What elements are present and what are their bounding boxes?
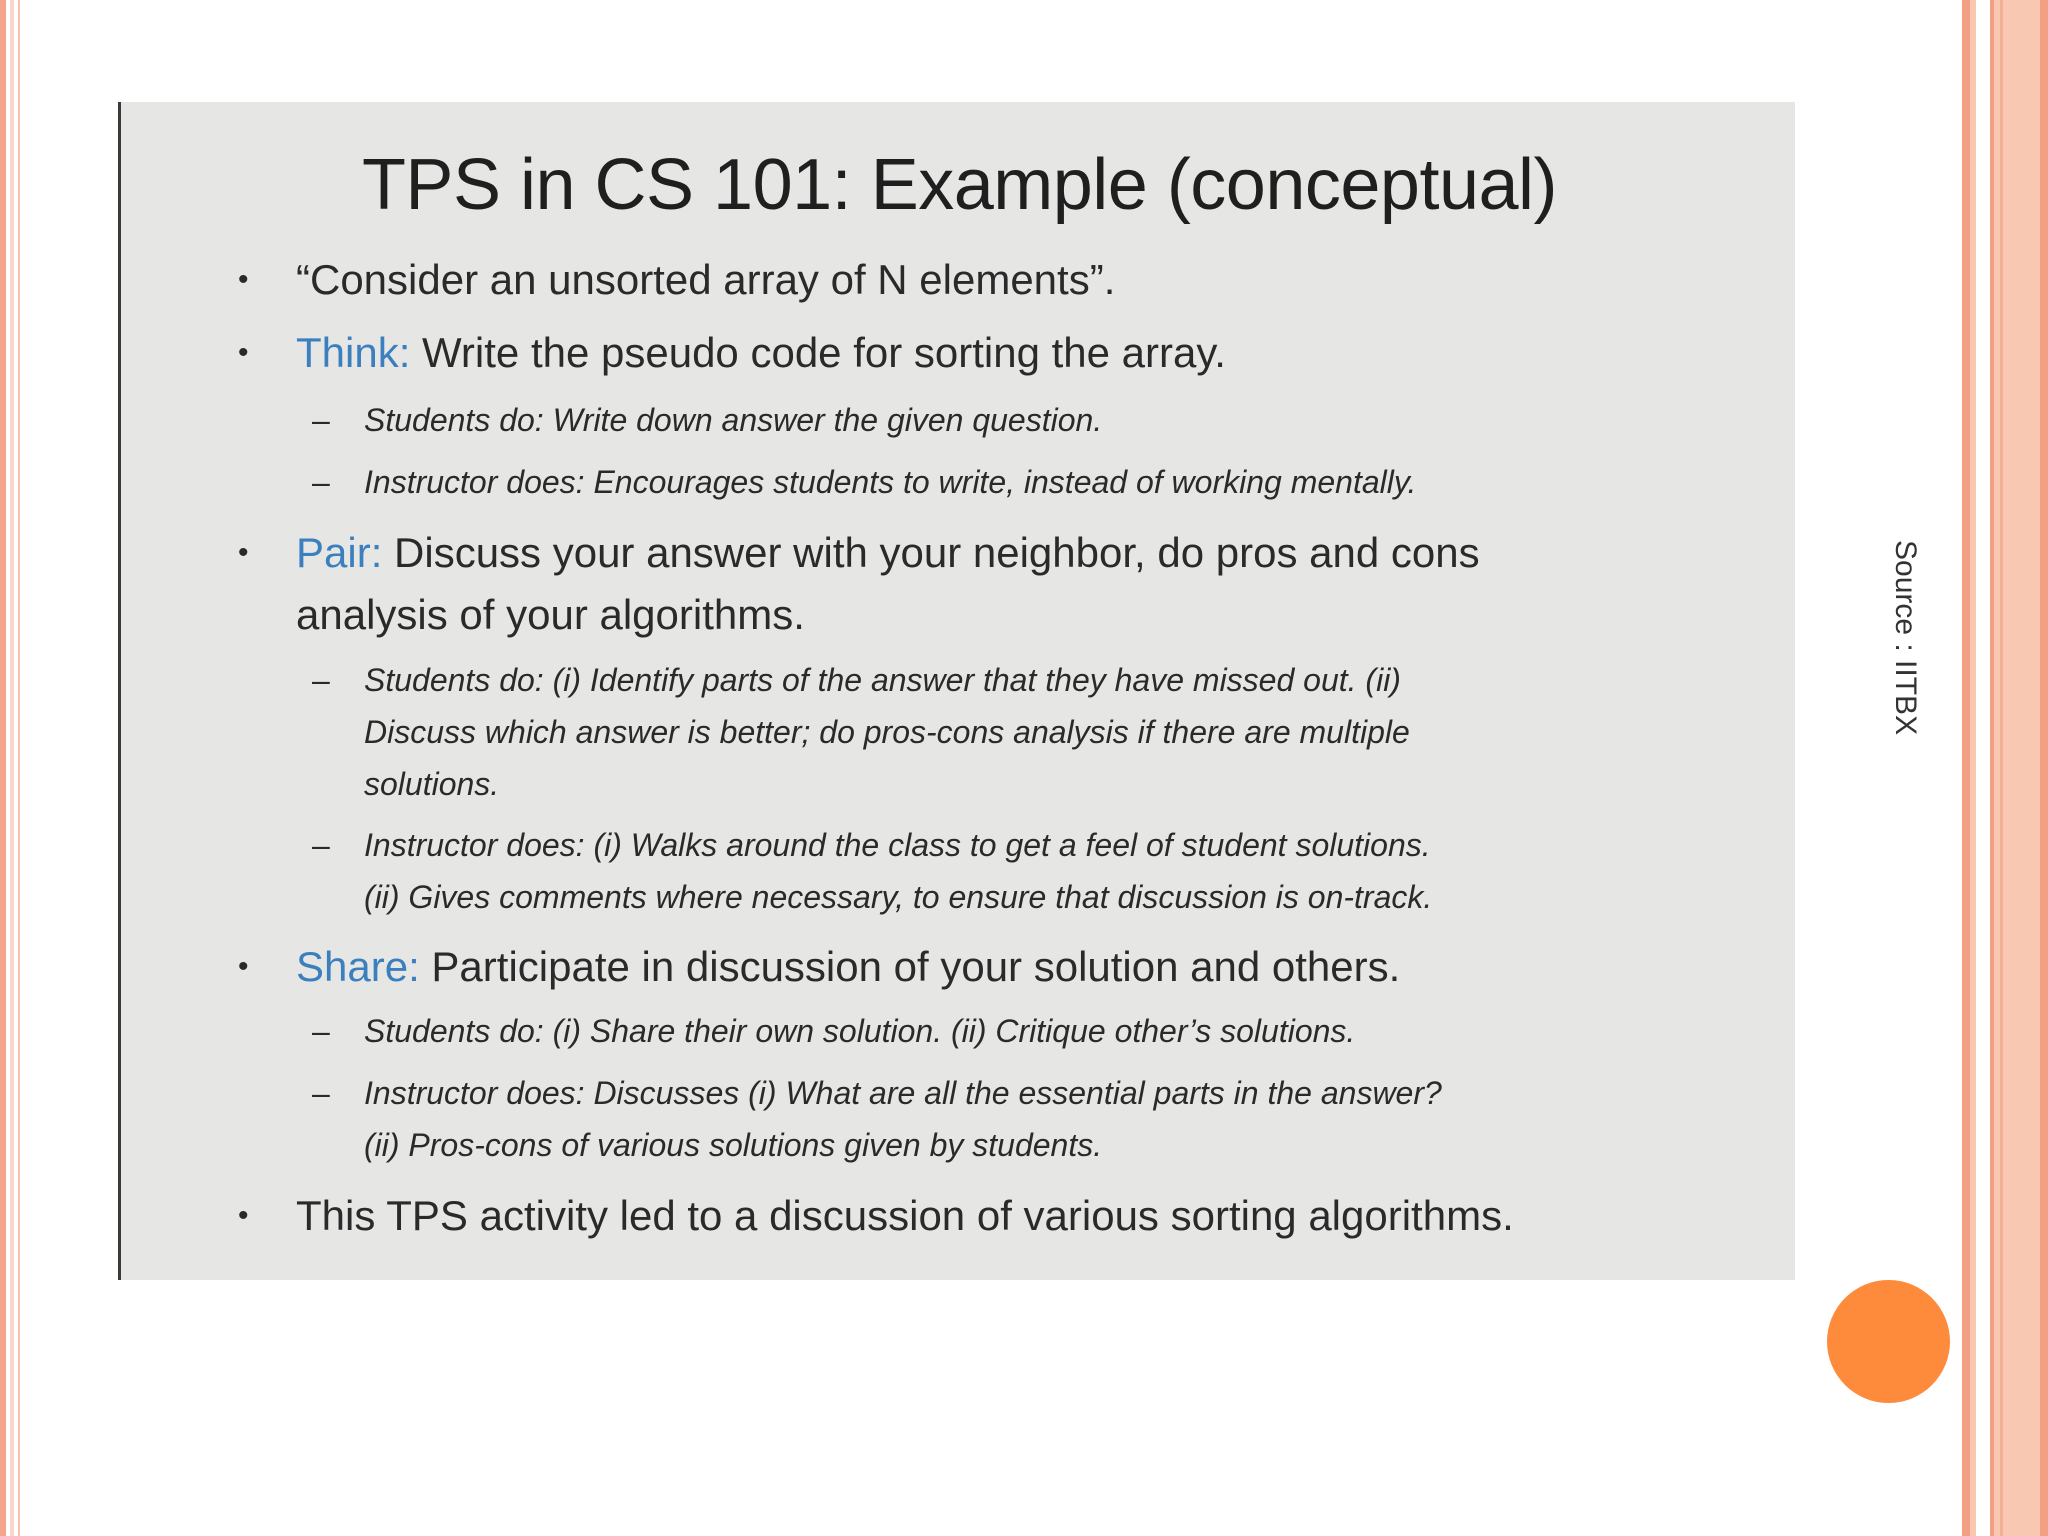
frame-right-edge [2040,0,2048,1536]
bullet-conclusion [238,1185,1514,1247]
sub-pair-students-line3 [364,758,499,810]
frame-right-gap [1976,0,1990,1536]
bullet-text: “Consider an unsorted array of N elements”. [296,256,1116,303]
bullet-icon: • [238,336,249,369]
keyword-think: Think: [296,329,411,376]
sub-share-students [312,1005,1356,1057]
bullet-text: This TPS activity led to a discussion of various sorting algorithms. [296,1192,1514,1239]
slide-title: TPS in CS 101: Example (conceptual) [361,145,1558,225]
frame-right-line [1990,0,1994,1536]
sub-pair-instructor-line2 [364,871,1432,923]
decorative-circle [1827,1280,1950,1403]
bullet-icon: • [238,950,249,983]
dash-icon: – [312,827,330,863]
bullet-share [238,936,1401,998]
bullet-icon: • [238,536,249,569]
dash-icon: – [312,464,330,500]
sub-text: Students do: (i) Share their own solution. (ii) Critique other’s solutions. [364,1013,1356,1049]
bullet-pair-continued [296,584,805,646]
sub-share-instructor-line2 [364,1119,1102,1171]
bullet-text: Write the pseudo code for sorting the array. [410,329,1226,376]
keyword-share: Share: [296,943,420,990]
sub-text: solutions. [364,766,500,802]
sub-text: Students do: Write down answer the given question. [364,402,1103,438]
bullet-text: Participate in discussion of your solution and others. [419,943,1401,990]
bullet-pair [238,522,1480,584]
sub-think-instructor [312,456,1417,508]
sub-think-students [312,394,1103,446]
bullet-text: Discuss your answer with your neighbor, do pros and cons [382,529,1480,576]
sub-share-instructor [312,1067,1442,1119]
sub-text: Students do: (i) Identify parts of the answer that they have missed out. (ii) [364,662,1401,698]
sub-text: Discuss which answer is better; do pros-cons analysis if there are multiple [364,714,1410,750]
sub-pair-students [312,654,1401,706]
frame-right-strip [1962,0,2048,1536]
keyword-pair: Pair: [296,529,383,576]
dash-icon: – [312,1013,330,1049]
sub-text: Instructor does: (i) Walks around the class to get a feel of student solutions. [364,827,1431,863]
dash-icon: – [312,662,330,698]
slide-image [118,102,1795,1280]
sub-text: (ii) Pros-cons of various solutions given by students. [364,1127,1103,1163]
dash-icon: – [312,1075,330,1111]
sub-text: Instructor does: Discusses (i) What are all the essential parts in the answer? [364,1075,1442,1111]
bullet-intro [238,249,1116,311]
bullet-think [238,322,1226,384]
sub-text: (ii) Gives comments where necessary, to ensure that discussion is on-track. [364,879,1433,915]
sub-text: Instructor does: Encourages students to write, instead of working mentally. [364,464,1417,500]
source-label: Source : IITBX [1889,540,1922,736]
frame-left-inner-line [10,0,14,1536]
sub-pair-instructor [312,819,1431,871]
sub-pair-students-line2 [364,706,1410,758]
bullet-text: analysis of your algorithms. [296,591,805,638]
frame-right-line [1962,0,1970,1536]
dash-icon: – [312,402,330,438]
bullet-icon: • [238,1199,249,1232]
bullet-icon: • [238,263,249,296]
frame-right-line [2000,0,2003,1536]
